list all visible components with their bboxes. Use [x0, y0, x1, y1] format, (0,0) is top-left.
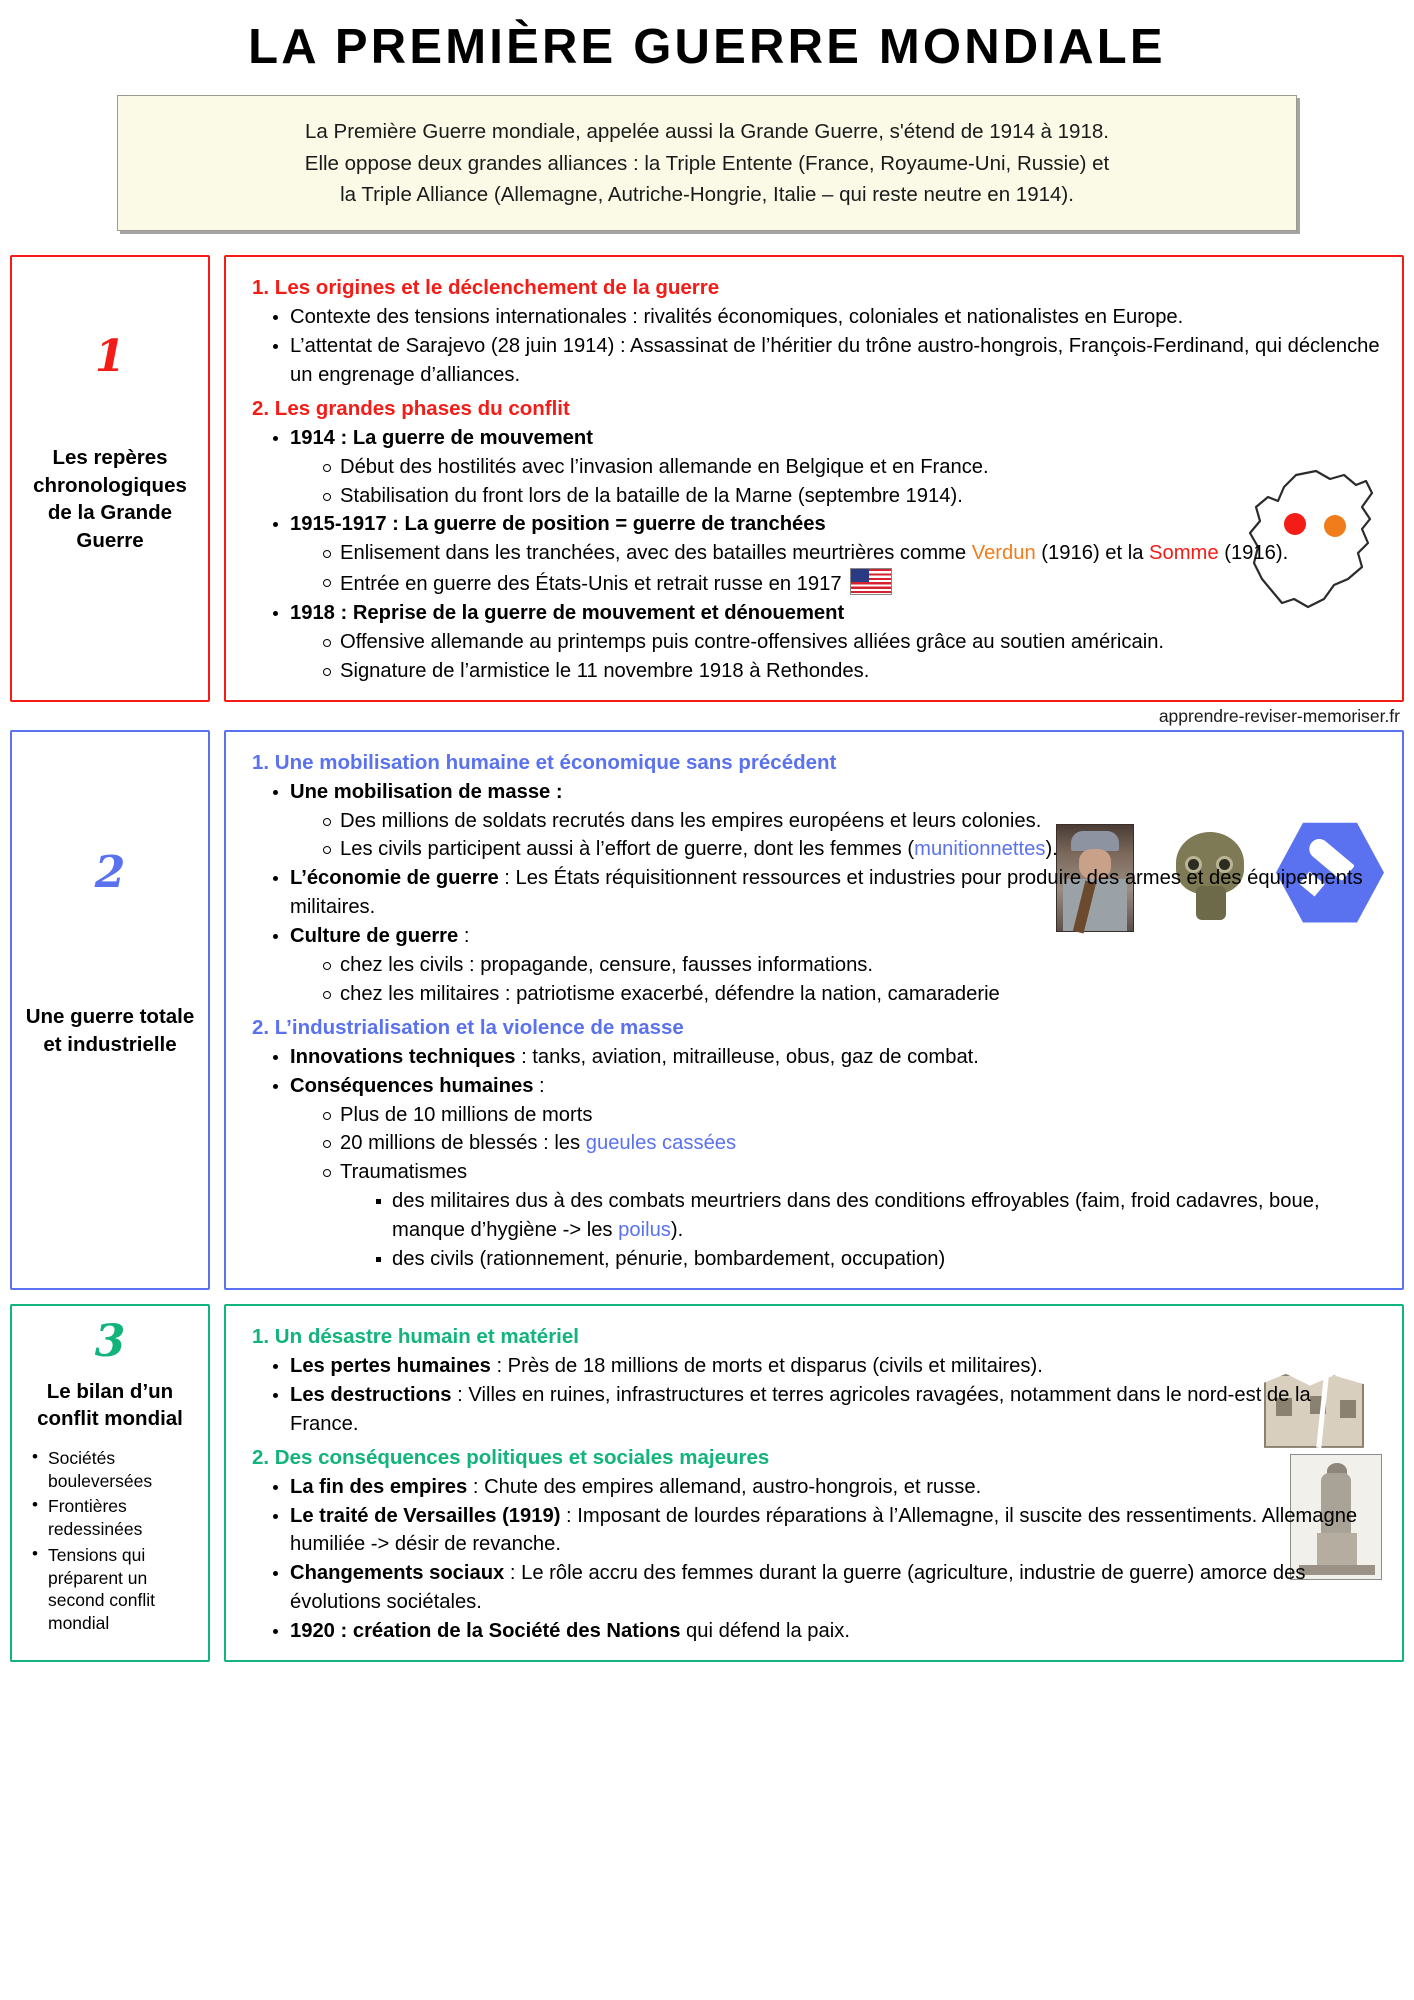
- destructions-text: : Villes en ruines, infrastructures et terres agricoles ravagées, notamment dans le nord-est de la France.: [290, 1383, 1311, 1435]
- section-3-sidebar: [10, 1304, 210, 1662]
- list-item: chez les militaires : patriotisme exacerbé, défendre la nation, camaraderie: [314, 980, 1384, 1009]
- list-item: Contexte des tensions internationales : rivalités économiques, coloniales et nationalistes en Europe.: [264, 303, 1384, 332]
- section-3-heading-1: 1. Un désastre humain et matériel: [252, 1324, 579, 1348]
- list-item: Stabilisation du front lors de la bataille de la Marne (septembre 1914).: [314, 482, 1384, 511]
- section-3-list-1: [264, 1352, 1384, 1439]
- list-item: [264, 1502, 1384, 1560]
- list-item: chez les civils : propagande, censure, fausses informations.: [314, 951, 1384, 980]
- list-item: Plus de 10 millions de morts: [314, 1101, 1384, 1130]
- changements-title: Changements sociaux: [290, 1562, 505, 1585]
- phase-1918-title: 1918 : Reprise de la guerre de mouvement et dénouement: [290, 602, 845, 624]
- list-item: [264, 1072, 1384, 1274]
- section-1-list-1: [264, 303, 1384, 390]
- section-1-title: Les repères chronologiques de la Grande Guerre: [33, 446, 187, 552]
- economie-text: : Les États réquisitionnent ressources et industries pour produire des armes et des équipements militaires.: [290, 867, 1363, 919]
- section-1: [10, 231, 1404, 702]
- section-1-heading-1: 1. Les origines et le déclenchement de la guerre: [252, 275, 720, 299]
- phase-1915-1917-title: 1915-1917 : La guerre de position = guerre de tranchées: [290, 513, 826, 536]
- section-3-title: Le bilan d’un conflit mondial: [37, 1379, 183, 1431]
- section-2-title: Une guerre totale et industrielle: [25, 1005, 195, 1056]
- consequences-colon: :: [533, 1074, 545, 1097]
- list-item: [264, 864, 1384, 922]
- militaires-text-b: ).: [670, 1219, 684, 1242]
- economie-title: L’économie de guerre: [290, 867, 499, 890]
- militaires-text-a: des militaires dus à des combats meurtriers dans des conditions effroyables (faim, froid cadavres, boue, manque d’hygiène -> les: [392, 1190, 1320, 1242]
- consequences-sublist: [314, 1101, 1384, 1274]
- section-1-number: 1: [94, 330, 126, 382]
- list-item: [314, 835, 1384, 864]
- section-1-list-2: [264, 424, 1384, 686]
- changements-text: : Le rôle accru des femmes durant la guerre (agriculture, industrie de guerre) amorce des évolutions sociétales.: [290, 1562, 1306, 1614]
- section-3-side-list: [22, 1447, 198, 1638]
- list-item: • Frontières redessinées: [28, 1495, 198, 1541]
- culture-sublist: [314, 951, 1384, 1009]
- section-2-content: [224, 730, 1404, 1290]
- list-item: des civils (rationnement, pénurie, bombardement, occupation): [366, 1245, 1384, 1274]
- pertes-text: : Près de 18 millions de morts et disparus (civils et militaires).: [490, 1354, 1043, 1377]
- culture-title: Culture de guerre: [290, 925, 459, 948]
- list-item: Offensive allemande au printemps puis contre-offensives alliées grâce au soutien américain.: [314, 628, 1384, 657]
- consequences-title: Conséquences humaines: [290, 1074, 534, 1097]
- sdn-title: 1920 : création de la Société des Nations: [290, 1620, 681, 1643]
- innovations-text: : tanks, aviation, mitrailleuse, obus, gaz de combat.: [515, 1045, 979, 1068]
- intro-wrapper: [0, 95, 1414, 230]
- list-item: [314, 1129, 1384, 1158]
- phase-1914-title: 1914 : La guerre de mouvement: [290, 426, 593, 449]
- pertes-title: Les pertes humaines: [290, 1354, 491, 1377]
- list-item: [264, 1381, 1384, 1439]
- list-item: [264, 1473, 1384, 1502]
- list-item: [264, 1617, 1384, 1646]
- section-3-heading-2: 2. Des conséquences politiques et sociales majeures: [252, 1445, 770, 1469]
- list-item: [264, 1352, 1384, 1381]
- gueules-cassees-label: gueules cassées: [585, 1132, 737, 1155]
- list-item: [264, 1559, 1384, 1617]
- civils-text-a: Les civils participent aussi à l’effort de guerre, dont les femmes (: [340, 838, 915, 861]
- page-title: LA PREMIÈRE GUERRE MONDIALE: [248, 20, 1166, 74]
- empires-text: : Chute des empires allemand, austro-hongrois, et russe.: [467, 1475, 982, 1498]
- mobilisation-sublist: [314, 807, 1384, 865]
- list-item: L’attentat de Sarajevo (28 juin 1914) : Assassinat de l’héritier du trône austro-hongrois, François-Ferdinand, qui déclenche un engrenage d’alliances.: [264, 332, 1384, 390]
- phase-1914-sublist: [314, 453, 1384, 511]
- munitionnettes-label: munitionnettes: [914, 838, 1046, 861]
- trench-text-a: Enlisement dans les tranchées, avec des batailles meurtrières comme: [340, 542, 972, 565]
- section-2-list-2: [264, 1043, 1384, 1274]
- section-2-number: 2: [94, 847, 126, 899]
- mobilisation-title: Une mobilisation de masse :: [290, 780, 563, 803]
- sdn-text: qui défend la paix.: [680, 1620, 850, 1643]
- traumatismes-sublist: [366, 1187, 1384, 1274]
- versailles-text: : Imposant de lourdes réparations à l’Allemagne, il suscite des ressentiments. Allemagne humiliée -> désir de revanche.: [290, 1504, 1358, 1556]
- empires-title: La fin des empires: [290, 1475, 468, 1498]
- list-item: [264, 922, 1384, 1009]
- section-1-sidebar: [10, 255, 210, 702]
- list-item: [314, 1158, 1384, 1274]
- us-flag-icon: [850, 568, 892, 595]
- section-1-heading-2: 2. Les grandes phases du conflit: [252, 396, 570, 420]
- list-item: [264, 1043, 1384, 1072]
- innovations-title: Innovations techniques: [290, 1045, 516, 1068]
- section-3-list-2: [264, 1473, 1384, 1646]
- section-2: [10, 728, 1404, 1290]
- verdun-label: Verdun: [971, 542, 1036, 565]
- list-item: • Sociétés bouleversées: [28, 1447, 198, 1493]
- intro-line-1: La Première Guerre mondiale, appelée aussi la Grande Guerre, s'étend de 1914 à 1918.: [305, 120, 1109, 144]
- list-item: Signature de l’armistice le 11 novembre 1918 à Rethondes.: [314, 657, 1384, 686]
- section-2-list-1: [264, 778, 1384, 1009]
- list-item: [264, 424, 1384, 511]
- list-item: [314, 568, 1384, 599]
- section-3-number: 3: [94, 1315, 126, 1367]
- list-item: Des millions de soldats recrutés dans les empires européens et leurs colonies.: [314, 807, 1384, 836]
- section-3: [10, 1290, 1404, 1662]
- destructions-title: Les destructions: [290, 1383, 452, 1406]
- usa-entry-text: Entrée en guerre des États-Unis et retrait russe en 1917: [340, 573, 842, 596]
- list-item: Début des hostilités avec l’invasion allemande en Belgique et en France.: [314, 453, 1384, 482]
- phase-1915-1917-sublist: [314, 539, 1384, 599]
- list-item: [264, 510, 1384, 599]
- list-item: [366, 1187, 1384, 1245]
- section-2-heading-1: 1. Une mobilisation humaine et économique sans précédent: [252, 750, 837, 774]
- intro-box: [117, 95, 1297, 230]
- intro-line-2: Elle oppose deux grandes alliances : la Triple Entente (France, Royaume-Uni, Russie) et: [304, 151, 1110, 175]
- trench-text-b: (1916) et la: [1035, 542, 1150, 565]
- versailles-title: Le traité de Versailles (1919): [290, 1504, 561, 1527]
- culture-colon: :: [458, 925, 470, 948]
- traumatismes-label: Traumatismes: [340, 1161, 468, 1184]
- somme-label: Somme: [1149, 542, 1219, 565]
- section-2-sidebar: [10, 730, 210, 1290]
- trench-text-c: (1916).: [1218, 542, 1289, 565]
- source-row: [0, 702, 1414, 728]
- blesses-text: 20 millions de blessés : les: [340, 1132, 586, 1155]
- list-item: [264, 778, 1384, 865]
- source-credit: apprendre-reviser-memoriser.fr: [1158, 705, 1400, 726]
- intro-line-3: la Triple Alliance (Allemagne, Autriche-Hongrie, Italie – qui reste neutre en 1914).: [340, 182, 1074, 206]
- section-3-content: [224, 1304, 1404, 1662]
- civils-text-b: ).: [1045, 838, 1058, 861]
- list-item: • Tensions qui préparent un second conflit mondial: [28, 1544, 198, 1635]
- phase-1918-sublist: [314, 628, 1384, 686]
- list-item: [314, 539, 1384, 568]
- poilus-label: poilus: [618, 1219, 671, 1242]
- section-2-heading-2: 2. L’industrialisation et la violence de masse: [252, 1015, 684, 1039]
- section-1-content: [224, 255, 1404, 702]
- list-item: [264, 599, 1384, 686]
